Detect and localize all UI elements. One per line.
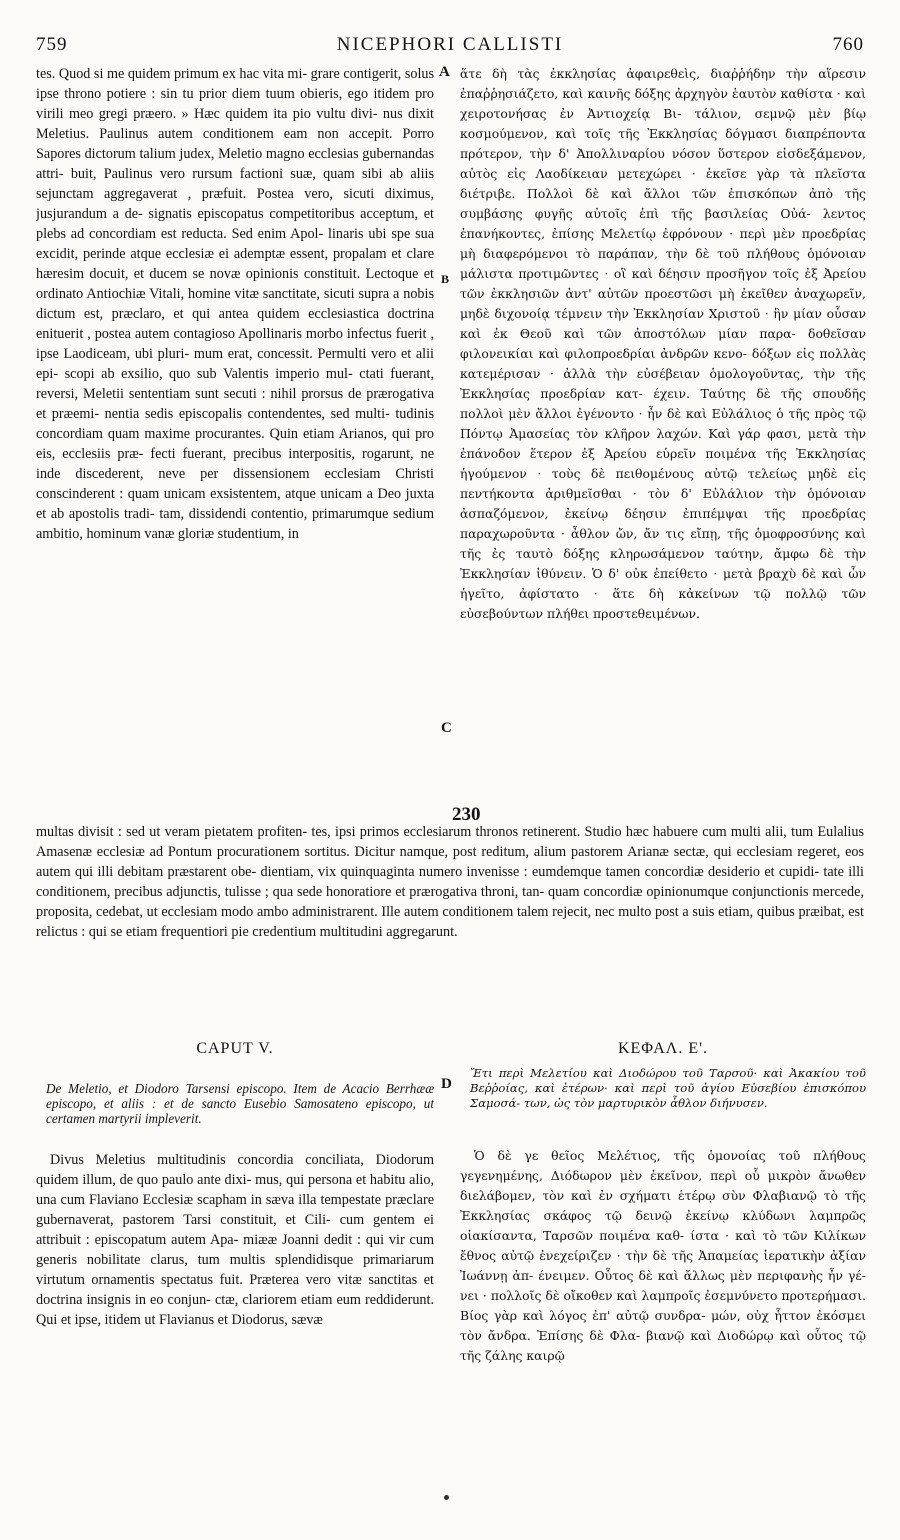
running-title: NICEPHORI CALLISTI xyxy=(336,34,564,55)
page-header xyxy=(36,34,864,58)
page-number-left: 759 xyxy=(36,34,68,55)
footer-dot xyxy=(444,1495,449,1500)
chapter-title-latin: CAPUT V. xyxy=(196,1040,274,1057)
latin-column-chapter xyxy=(36,1150,434,1470)
section-marker-c: C xyxy=(441,720,452,736)
summary-greek-text: Ἔτι περὶ Μελετίου καὶ Διοδώρου τοῦ Ταρσοῦ· καὶ Ἀκακίου τοῦ Βεῤῥοίας, καὶ ἑτέρων· καὶ περὶ τοῦ ἁγίου Εὐσεβίου ἐπισκόπου Σαμοσά- των, ὡς τὸν μαρτυρικὸν ἆθλον διήνυσεν. xyxy=(470,1065,866,1110)
section-marker-b: B xyxy=(441,272,450,286)
chapter-summary-greek xyxy=(470,1054,866,1134)
summary-latin-text: De Meletio, et Diodoro Tarsensi episcopo. Item de Acacio Berrhææ episcopo, et aliis : et de sancto Eusebio Samosateno episcopo, ut certamen martyrii impleverit. xyxy=(46,1081,434,1127)
chapter-title-greek: ΚΕΦΑΛ. Ε'. xyxy=(617,1040,709,1057)
greek-column-chapter xyxy=(460,1146,866,1470)
latin-text-full: multas divisit : sed ut veram pietatem profiten- tes, ipsi primos ecclesiarum thronos retinerent. Studio hæc habuere cum multi alii, tum Eulalius Amasenæ ecclesiæ ad Pontum procurationem sortitus. Dicitur namque, post reditum, alium pastorem Arianæ sectæ, qui ecclesiam regeret, eos autem qui illi debitam præstarent obe- dientiam, vix quinquaginta numero invenisse : eumdemque tamen concordiæ desiderio et cupidi- tate illi conditionem, precibus adjunctis, tulisse ; qua sede honoratiore et prærogativa throni, tan- quam concordiæ opinionumque conjunctionis mercede, proposita, cedebat, ut ecclesiam modo ambo administrarent. Ille autem conditionem talem rejecit, nec multo post a suis etiam, quibus præibat, est relictus : qui se etiam frequentiori pie credentium multitudini aggregarunt. xyxy=(36,824,864,940)
greek-text-top: ἅτε δὴ τὰς ἐκκλησίας ἀφαιρεθεὶς, διαῤῥήδην τὴν αἵρεσιν ἐπαῤῥησιάζετο, καὶ καινῆς δόξης ἀρχηγὸν ἑαυτὸν καθίστα · καὶ χειροτονήσας ἐν Ἀντιοχείᾳ Βι- τάλιον, σεμνῷ μὲν βίῳ κοσμούμενον, καὶ τοῖς τῆς Ἐκκλησίας δόγμασι διαπρέποντα πρότερον, τὴν δ' Ἀπολλιναρίου νόσον ὕστερον εἰσδεξάμενον, αὐτὸς εἰς Λαοδίκειαν μετεχώρει · ἐκεῖσε γὰρ τὰ πλεῖστα διέτριβε. Πολλοὶ δὲ καὶ ἄλλοι τῶν ἐπισκόπων ἀπὸ τῆς συμβάσης φυγῆς αὐτοῖς ἐπὶ τῆς βασιλείας Οὐά- λεντος ἐπανήκοντες, ἐπίσης Μελετίῳ ἐφρόνουν · περὶ μὲν προεδρίας μὴ διαφερόμενοι τὸ παράπαν, τὴν δὲ τοῦ πλήθους ὁμόνοιαν μάλιστα προτιμῶντες · οἳ καὶ δέησιν προσῆγον τοῖς ἐξ Ἀρείου τῶν ἐκκλησιῶν ἀντ' αὐτῶν προεστῶσι μὴ ἐκεῖθεν ἀναχωρεῖν, μηδὲ διχονοίᾳ τέμνειν τὴν Ἐκκλησίαν Χριστοῦ · ἣν μίαν οὖσαν καὶ ἐκ Θεοῦ καὶ τῶν ἀποστόλων μίαν παρα- δοθεῖσαν φιλονεικίαι καὶ φιλοπροεδρίαι ἀνδρῶν κενο- δόξων εἰς πολλὰς κατεμέρισαν · ἀλλὰ τὴν εὐσέβειαν ὁμολογοῦντας, τὴν τῆς Ἐκκλησίας προεδρίαν κατ- έχειν. Ταύτης δὲ τῆς σπουδῆς πολλοὶ μὲν ἄλλοι ἐγένοντο · ἦν δὲ καὶ Εὐλάλιος ὁ τῆς πρὸς τῷ Πόντῳ Ἀμασείας τὸν κλῆρον λαχών. Καὶ γάρ φασι, μετὰ τὴν ἐπάνοδον ἕτερον ἐξ Ἀρείου εὑρεῖν ποιμένα τῆς Ἐκκλησίας ἡγούμενον · τοὺς δὲ πειθομένους αὐτῷ τελείως μηδὲ εἰς πεντήκοντα ἀριθμεῖσθαι · τὸν δ' Εὐλάλιον τὴν ὁμόνοιαν ἀσπαζόμενον, ἐκείνῳ δέησιν ἐπιπέμψαι τῆς προεδρίας παραχωροῦντα · ἆθλον ὤν, ἄν τις εἴπῃ, τῆς ὁμοφροσύνης καὶ τῆς ἐς ταυτὸ δόξης κληρωσάμενον ταύτην, ἄμφω δὲ τὴν Ἐκκλησίαν ἰθύνειν. Ὁ δ' οὐκ ἐπείθετο · μετὰ βραχὺ δὲ καὶ ὧν ἡγεῖτο, ἀφίστατο · ἅτε δὴ κἀκείνων τῷ πολλῷ τῶν εὐσεβούντων πλήθει προστεθειμένων. xyxy=(460,66,866,621)
section-marker-a: A xyxy=(439,64,450,80)
page-number-right: 760 xyxy=(832,34,864,55)
latin-continuation xyxy=(36,822,864,1012)
latin-text-top: tes. Quod si me quidem primum ex hac vita mi- grare contigerit, solus ipse throno potiere : sin tu prior diem tuum obieris, ego itidem pro virili meo gregi præero. » Hæc quidem ita pio vultu divi- nus dixit Meletius. Paulinus autem conditionem eam non accepit. Porro Sapores dictorum talium judex, Meletio magno ecclesias gubernandas attri- buit, Paulinus vero rursum factioni suæ, quam sibi ab aliis sejunctam aggregaverat , præfuit. Postea vero, sicuti diximus, jusjurandum a de- signatis episcopatus competitoribus acceptum, et plebs ad concordiam est reducta. Sed enim Apol- linaris ubi spe sua excidit, perinde atque ecclesiæ ei ademptæ essent, propalam et clare hæresim docuit, et ducem se novæ opinionis constituit. Lectoque et ordinato Antiochiæ Vitali, homine vitæ sanctitate, sicuti supra a nobis dictum est, præclaro, et qui antea quidem ecclesiastica doctrina enituerit , postea autem contagioso Apollinaris morbo infectus fuerit , ipse Laodiceam, ubi pluri- mum erat, concessit. Permulti vero et alii epi- scopi ab exsilio, quo sub Valentis imperio mul- ctati fuerant, reversi, Meletii sententiam sunt secuti : nihil prorsus de prærogativa et præemi- nentia sedis episcopalis contendentes, sed multi- tudinis concordiam quam maxime procurantes. Quin etiam Arianos, qui pro eis, ecclesiis præ- fecti fuerant, precibus interpositis, rogarunt, ne inde discederent, neve per dissensionem ecclesiam Christi conscinderent : quam unicam exsistentem, atque unicam a Deo juxta et ab apostolis tradi- tam, dissidendi contentio, primarumque sedium ambitio, hominum vanæ gloriæ studentium, in xyxy=(36,66,434,542)
section-marker-d: D xyxy=(441,1076,452,1092)
latin-chapter-body: Divus Meletius multitudinis concordia conciliata, Diodorum quidem illum, de quo paulo ante dixi- mus, qui persona et habitu alio, una cum Flaviano Ecclesiæ scapham in sæva illa tempestate præclare gubernaverat, pastorem Tarsi constituit, et Cili- cum gentem ei attribuit : episcopatum autem Apa- miææ Joanni dedit : qui vir cum generis nobilitate clarus, tum multis splendidisque primariarum virtutum ornamentis spectatus fuit. Præterea vero vitæ sanctitas et doctrina insignis in eo conjun- ctæ, clariorem etiam eum reddiderunt. Qui et ipse, itidem ut Flavianus et Diodorus, sævæ xyxy=(36,1152,434,1328)
latin-column-top xyxy=(36,64,434,822)
margin-number-230: 230 xyxy=(452,804,481,825)
greek-column-top xyxy=(460,64,866,822)
chapter-summary-latin xyxy=(46,1068,434,1132)
greek-chapter-body: Ὁ δὲ γε θεῖος Μελέτιος, τῆς ὁμονοίας τοῦ πλήθους γεγενημένης, Διόδωρον μὲν ἐκεῖνον, περὶ οὗ μικρὸν ἄνωθεν διελάβομεν, τὸν καὶ ἐν σχήματι ἑτέρῳ σὺν Φλαβιανῷ τὸ τῆς Ἐκκλησίας σκάφος τῷ δεινῷ ἐκείνῳ κλύδωνι λαμπρῶς οἰακίσαντα, Ταρσῶν ποιμένα καθ- ίστα · καὶ τὸ τῶν Κιλίκων ἔθνος αὐτῷ ἐνεχείριζεν · τὴν δὲ τῆς Ἀπαμείας ἱερατικὴν ἀξίαν Ἰωάννῃ ἀπ- ένειμεν. Οὗτος δὲ καὶ ἄλλως μὲν περιφανὴς ἦν γέ- νει · πολλοῖς δὲ οἴκοθεν καὶ λαμπροῖς ἐσεμνύνετο προτερήμασι. Βίος γὰρ καὶ λόγος ἐπ' αὐτῷ συνδρα- μών, οὐχ ἧττον ἐκόσμει τὸν ἄνδρα. Ἐπίσης δὲ Φλα- βιανῷ καὶ Διοδώρῳ καὶ οὗτος τῷ τῆς ζάλης καιρῷ xyxy=(460,1148,866,1363)
